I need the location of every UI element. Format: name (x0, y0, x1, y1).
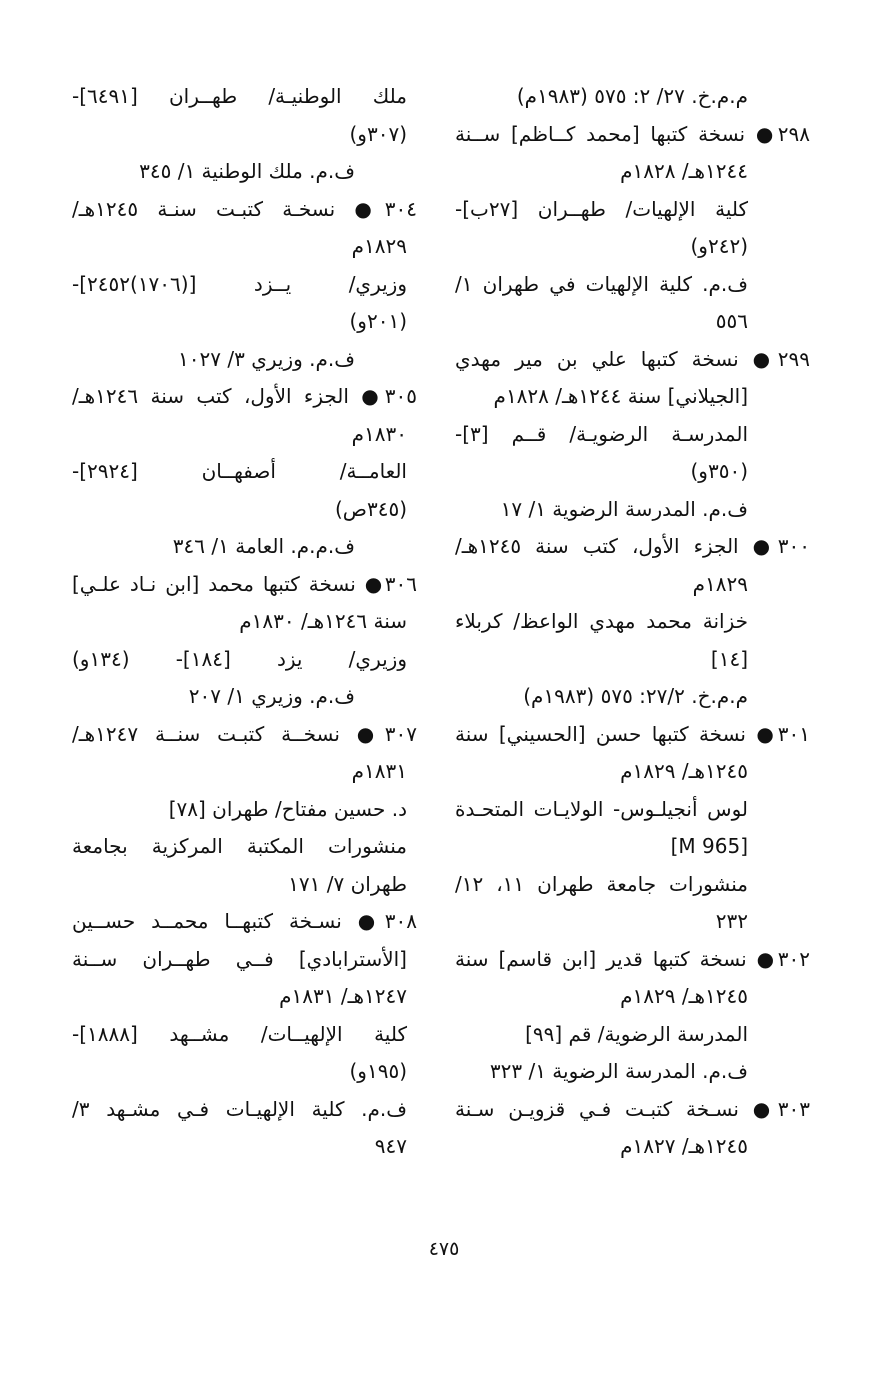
entry-line: كلية الإلهيات/ طهــران [٢٧ب]- (455, 196, 748, 221)
entry-line: ملك الوطنيـة/ طهــران [٦٤٩١]- (72, 84, 407, 108)
left-column (72, 78, 417, 1166)
entry-line: [الجيلاني] سنة ١٢٤٤هـ/ ١٨٢٨م (493, 384, 748, 408)
entry-line: ١٢٤٥هـ/ ١٨٢٩م (620, 984, 748, 1008)
entry-heading-line: ٣٠٦● نسخة كتبها محمد [ابن نـاد علـي] (72, 571, 417, 596)
entry-line: ٩٤٧ (374, 1134, 407, 1158)
entry-heading-line: ٣٠٥● الجزء الأول، كتب سنة ١٢٤٦هـ/ (72, 384, 417, 408)
entry-heading-line: ٣٠١● نسخة كتبها حسن [الحسيني] سنة (455, 721, 810, 746)
entry-line: وزيري/ يزد [١٨٤]- (١٣٤و) (72, 646, 407, 671)
entry-line: (١٩٥و) (349, 1059, 407, 1083)
entry-line: وزيري/ يــزد [(١٧٠٦)٢٤٥٢]- (72, 271, 407, 296)
entry-heading-line: ٣٠٣● نسـخة كتبـت فـي قزويـن سـنة (455, 1096, 810, 1121)
entry-heading-line: ٣٠٢● نسخة كتبها قدير [ابن قاسم] سنة (455, 946, 810, 971)
page-number: ٤٧٥ (428, 1238, 460, 1260)
entry-line: ف.م. المدرسة الرضوية ١/ ١٧ (500, 496, 748, 521)
entry-line: ١٢٤٥هـ/ ١٨٢٩م (620, 759, 748, 783)
entry-line: ٥٥٦ (715, 309, 748, 333)
entry-line: ١٨٣١م (351, 759, 407, 783)
entry-line: ف.م. وزيري ١/ ٢٠٧ (188, 684, 355, 708)
entry-line: (٣٠٧و) (349, 121, 407, 146)
entry-line: لوس أنجيلـوس- الولايـات المتحـدة (455, 796, 748, 821)
entry-line: [١٤] (710, 646, 748, 671)
entry-heading-line: ٣٠٠● الجزء الأول، كتب سنة ١٢٤٥هـ/ (455, 534, 810, 558)
entry-line: [الأسترابادي] فــي طهــران ســنة (72, 946, 407, 971)
entry-line: طهران ٧/ ١٧١ (288, 871, 407, 896)
entry-line: ف.م. كلية الإلهيـات فـي مشـهد ٣/ (72, 1096, 407, 1121)
entry-line: المدرسة الرضوية/ قم [٩٩] (525, 1021, 748, 1046)
entry-line: ف.م. ملك الوطنية ١/ ٣٤٥ (139, 159, 355, 183)
entry-line: ١٢٤٧هـ/ ١٨٣١م (279, 984, 407, 1008)
entry-line: (٢٤٢و) (690, 234, 748, 258)
entry-line: سنة ١٢٤٦هـ/ ١٨٣٠م (239, 609, 407, 633)
entry-line: ف.م. وزيري ٣/ ١٠٢٧ (178, 346, 355, 371)
entry-line: منشورات جامعة طهران ١١، ١٢/ (455, 871, 749, 896)
entry-line: م.م.خ. ٢٧/ ٢: ٥٧٥ (١٩٨٣م) (516, 84, 748, 108)
entry-line: ١٢٤٤هـ/ ١٨٢٨م (620, 159, 748, 183)
entry-heading-line: ٣٠٤● نسخـة كتبـت سنـة ١٢٤٥هـ/ (72, 196, 417, 221)
entry-heading-line: ٢٩٨● نسخة كتبها [محمد كــاظم] ســنة (455, 121, 810, 146)
entry-line: ٢٣٢ (715, 909, 748, 933)
entry-line: المدرسـة الرضويـة/ قــم [٣]- (455, 421, 748, 446)
entry-line: كلية الإلهيــات/ مشــهد [١٨٨٨]- (72, 1021, 407, 1046)
entry-line: ف.م. المدرسة الرضوية ١/ ٣٢٣ (489, 1059, 748, 1083)
entry-line: ١٨٢٩م (351, 234, 407, 258)
entry-line: خزانة محمد مهدي الواعظ/ كربلاء (455, 609, 748, 633)
entry-line: (٢٠١و) (349, 309, 407, 333)
entry-heading-line: ٢٩٩● نسخة كتبها علي بن مير مهدي (455, 346, 810, 371)
entry-line: ١٨٢٩م (692, 571, 748, 596)
entry-line: ف.م.م. العامة ١/ ٣٤٦ (172, 534, 355, 558)
entry-line: (٣٤٥ص) (334, 496, 407, 521)
entry-line: د. حسين مفتاح/ طهران [٧٨] (168, 796, 407, 821)
right-column (455, 78, 810, 1166)
entry-line: منشورات المكتبة المركزية بجامعة (72, 834, 407, 858)
entry-heading-line: ٣٠٧● نسخــة كتبـت سنــة ١٢٤٧هـ/ (72, 721, 417, 746)
entry-line: م.م.خ. ٢٧/٢: ٥٧٥ (١٩٨٣م) (523, 684, 748, 708)
entry-line: [M 965] (670, 834, 748, 858)
entry-line: ١٨٣٠م (351, 421, 407, 446)
entry-heading-line: ٣٠٨● نسـخة كتبهــا محمــد حســين (72, 909, 417, 933)
entry-line: (٣٥٠و) (690, 459, 748, 483)
entry-line: ١٢٤٥هـ/ ١٨٢٧م (620, 1134, 748, 1158)
entry-line: ف.م. كلية الإلهيات في طهران ١/ (455, 271, 748, 296)
entry-line: العامــة/ أصفهــان [٢٩٢٤]- (72, 459, 407, 483)
